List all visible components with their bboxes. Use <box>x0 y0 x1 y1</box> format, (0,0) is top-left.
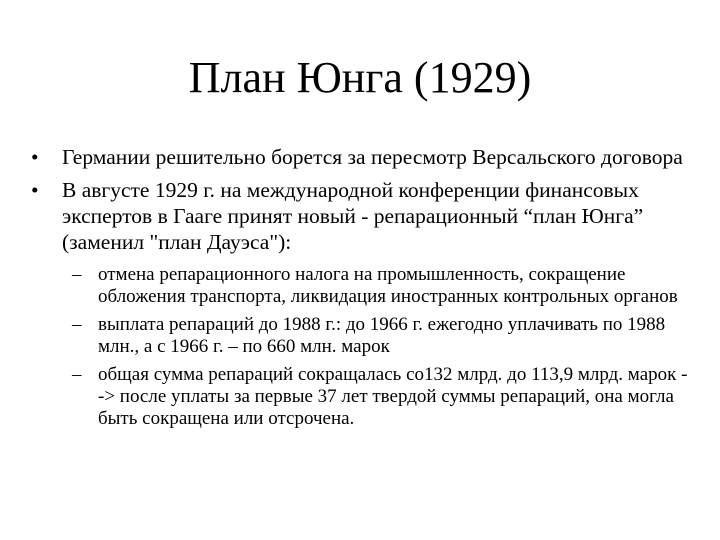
bullet-item <box>30 144 690 170</box>
sub-bullet-item <box>70 364 690 430</box>
bullet-marker: • <box>31 145 39 169</box>
sub-bullet-text: общая сумма репараций сокращалась со132 млрд. до 113,9 млрд. марок --> после уплаты за первые 37 лет твердой суммы репараций, она могла быть сокращена или отсрочена. <box>98 364 688 429</box>
sub-bullet-item <box>70 264 690 308</box>
sub-bullet-text: выплата репараций до 1988 г.: до 1966 г. ежегодно уплачивать по 1988 млн., а с 1966 г. – по 660 млн. марок <box>98 314 666 357</box>
sub-bullet-text: отмена репарационного налога на промышленность, сокращение обложения транспорта, ликвидация иностранных контрольных органов <box>98 264 678 307</box>
sub-bullet-marker: – <box>72 314 82 335</box>
bullet-text: Германии решительно борется за пересмотр Версальского договора <box>62 145 683 169</box>
bullet-item <box>30 177 690 255</box>
sub-bullet-marker: – <box>72 264 82 285</box>
bullet-marker: • <box>31 178 39 202</box>
slide-content <box>30 144 690 436</box>
slide-title: План Юнга (1929) <box>188 53 532 102</box>
sub-bullet-list <box>30 264 690 430</box>
bullet-text: В августе 1929 г. на международной конференции финансовых экспертов в Гааге принят новый - репарационный “план Юнга” (заменил "план Дауэса"): <box>62 178 644 254</box>
sub-bullet-item <box>70 314 690 358</box>
sub-bullet-marker: – <box>72 364 82 385</box>
